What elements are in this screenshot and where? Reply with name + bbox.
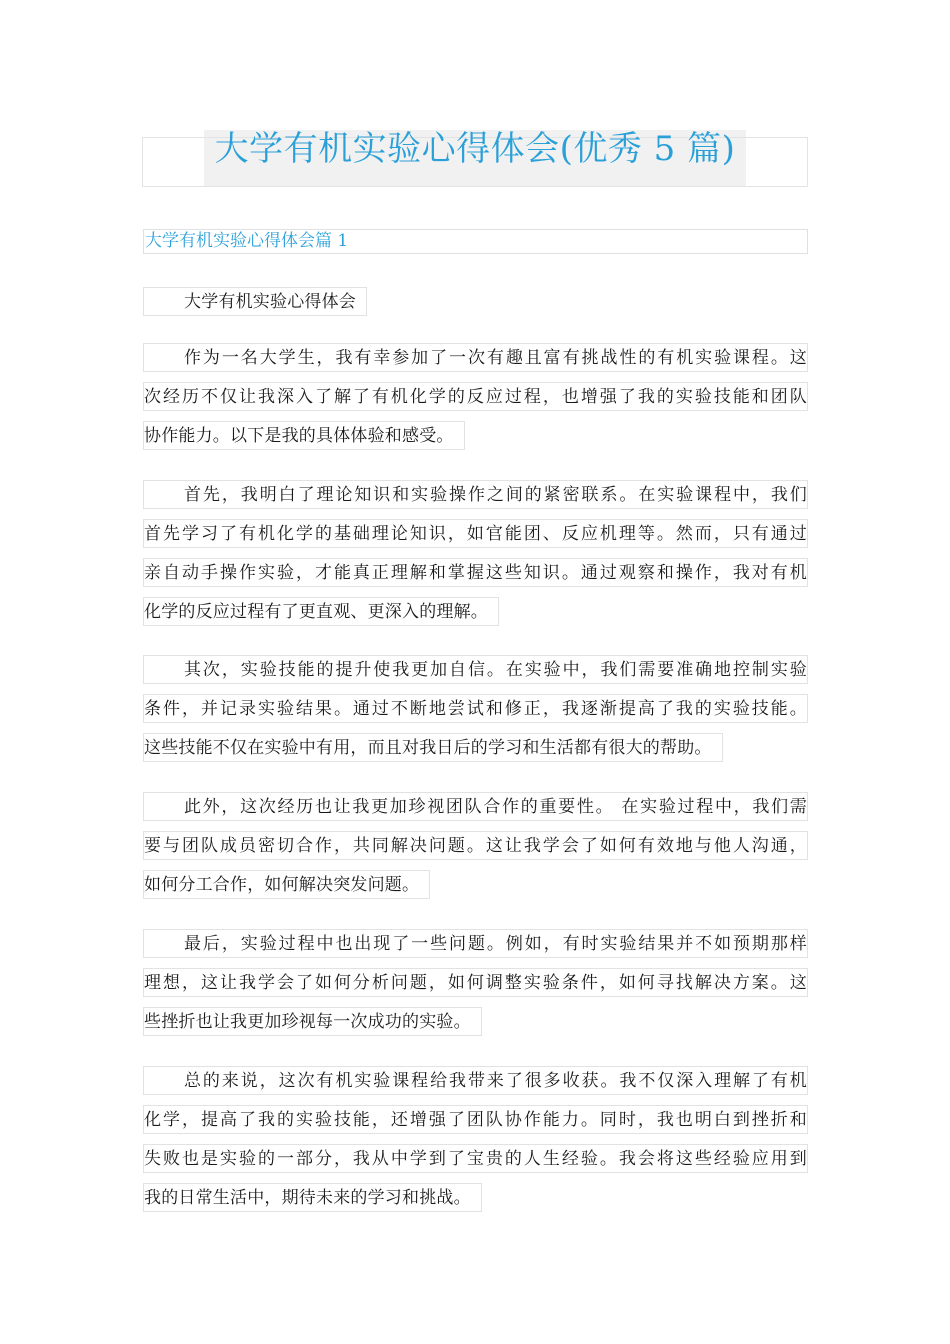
paragraph-line: 化学，提高了我的实验技能，还增强了团队协作能力。同时，我也明白到挫折和 (143, 1105, 808, 1134)
subtitle: 大学有机实验心得体会 (143, 287, 367, 316)
paragraph-line: 些挫折也让我更加珍视每一次成功的实验。 (143, 1007, 482, 1036)
paragraph-1 (143, 343, 808, 465)
paragraph-line: 如何分工合作，如何解决突发问题。 (143, 870, 430, 899)
paragraph-line: 要与团队成员密切合作，共同解决问题。这让我学会了如何有效地与他人沟通， (143, 831, 808, 860)
paragraph-6 (143, 1066, 808, 1227)
paragraph-line: 此外，这次经历也让我更加珍视团队合作的重要性。 在实验过程中，我们需 (143, 792, 808, 821)
paragraph-4 (143, 792, 808, 914)
paragraph-line: 这些技能不仅在实验中有用，而且对我日后的学习和生活都有很大的帮助。 (143, 733, 723, 762)
paragraph-3 (143, 655, 808, 777)
paragraph-line: 作为一名大学生，我有幸参加了一次有趣且富有挑战性的有机实验课程。这 (143, 343, 808, 372)
paragraph-line: 总的来说，这次有机实验课程给我带来了很多收获。我不仅深入理解了有机 (143, 1066, 808, 1095)
paragraph-line: 次经历不仅让我深入了解了有机化学的反应过程，也增强了我的实验技能和团队 (143, 382, 808, 411)
document-title: 大学有机实验心得体会(优秀 5 篇) (214, 129, 736, 169)
paragraph-line: 其次，实验技能的提升使我更加自信。在实验中，我们需要准确地控制实验 (143, 655, 808, 684)
paragraph-line: 化学的反应过程有了更直观、更深入的理解。 (143, 597, 499, 626)
section-heading: 大学有机实验心得体会篇 1 (143, 229, 808, 254)
paragraph-5 (143, 929, 808, 1051)
subtitle-block (143, 287, 808, 331)
paragraph-line: 协作能力。以下是我的具体体验和感受。 (143, 421, 465, 450)
paragraph-line: 首先学习了有机化学的基础理论知识，如官能团、反应机理等。然而，只有通过 (143, 519, 808, 548)
paragraph-line: 理想，这让我学会了如何分析问题，如何调整实验条件，如何寻找解决方案。这 (143, 968, 808, 997)
paragraph-line: 失败也是实验的一部分，我从中学到了宝贵的人生经验。我会将这些经验应用到 (143, 1144, 808, 1173)
paragraph-2 (143, 480, 808, 641)
paragraph-line: 亲自动手操作实验，才能真正理解和掌握这些知识。通过观察和操作，我对有机 (143, 558, 808, 587)
paragraph-line: 最后，实验过程中也出现了一些问题。例如，有时实验结果并不如预期那样 (143, 929, 808, 958)
paragraph-line: 条件，并记录实验结果。通过不断地尝试和修正，我逐渐提高了我的实验技能。 (143, 694, 808, 723)
paragraph-line: 首先，我明白了理论知识和实验操作之间的紧密联系。在实验课程中，我们 (143, 480, 808, 509)
paragraph-line: 我的日常生活中，期待未来的学习和挑战。 (143, 1183, 482, 1212)
